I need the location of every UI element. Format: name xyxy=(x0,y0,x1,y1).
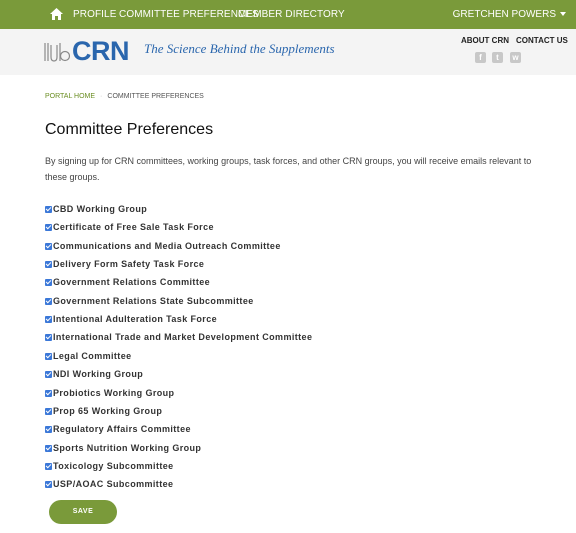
home-icon[interactable] xyxy=(50,8,63,20)
crn-logo[interactable] xyxy=(44,35,138,65)
committee-label: International Trade and Market Development Committee xyxy=(53,332,313,343)
about-crn-link[interactable]: ABOUT CRN xyxy=(461,36,509,45)
contact-us-link[interactable]: CONTACT US xyxy=(516,36,568,45)
user-menu[interactable] xyxy=(453,9,566,20)
committee-label: Delivery Form Safety Task Force xyxy=(53,259,205,270)
committee-checkbox[interactable] xyxy=(45,353,52,360)
committee-checkbox[interactable] xyxy=(45,206,52,213)
breadcrumb-portal-home[interactable]: PORTAL HOME xyxy=(45,93,96,100)
save-button[interactable]: SAVE xyxy=(49,500,117,524)
committee-checkbox[interactable] xyxy=(45,426,52,433)
whatsapp-icon[interactable]: w xyxy=(510,52,521,63)
committee-checkbox[interactable] xyxy=(45,390,52,397)
logo-text: CRN xyxy=(72,36,129,66)
committee-checkbox[interactable] xyxy=(45,224,52,231)
chevron-down-icon xyxy=(560,12,566,16)
main-content xyxy=(0,75,576,533)
committee-checkbox[interactable] xyxy=(45,261,52,268)
top-nav-bar xyxy=(0,0,576,29)
breadcrumb-separator: · xyxy=(100,93,103,100)
committee-label: Government Relations Committee xyxy=(53,277,211,288)
breadcrumb xyxy=(45,93,204,100)
committee-label: CBD Working Group xyxy=(53,204,148,214)
committee-checkbox[interactable] xyxy=(45,445,52,452)
committee-label: Intentional Adulteration Task Force xyxy=(53,314,218,325)
committee-label: Toxicology Subcommittee xyxy=(53,460,174,471)
site-header xyxy=(0,29,576,75)
committee-label: Legal Committee xyxy=(53,350,132,361)
intro-text: By signing up for CRN committees, working groups, task forces, and other CRN groups, you will receive emails relevant to these groups. xyxy=(45,156,532,182)
page-title: Committee Preferences xyxy=(45,121,214,138)
committee-label: Regulatory Affairs Committee xyxy=(53,424,191,435)
committee-checkbox[interactable] xyxy=(45,371,52,378)
committee-checkbox[interactable] xyxy=(45,279,52,286)
facebook-icon[interactable]: f xyxy=(475,52,486,63)
committee-label: USP/AOAC Subcommittee xyxy=(53,479,174,490)
committee-checkbox[interactable] xyxy=(45,316,52,323)
user-name: GRETCHEN POWERS xyxy=(452,9,556,20)
twitter-icon[interactable]: t xyxy=(492,52,503,63)
committee-checkbox[interactable] xyxy=(45,408,52,415)
committee-label: Communications and Media Outreach Committee xyxy=(53,240,281,251)
nav-member-directory[interactable]: MEMBER DIRECTORY xyxy=(238,9,345,20)
committee-label: Prop 65 Working Group xyxy=(53,405,163,416)
committee-checkbox[interactable] xyxy=(45,334,52,341)
committee-checkbox[interactable] xyxy=(45,298,52,305)
committee-label: Government Relations State Subcommittee xyxy=(53,295,254,306)
committee-checkbox[interactable] xyxy=(45,463,52,470)
committee-label: NDI Working Group xyxy=(53,369,144,380)
tagline: The Science Behind the Supplements xyxy=(144,41,335,56)
committee-label: Sports Nutrition Working Group xyxy=(53,442,202,453)
nav-profile[interactable]: PROFILE xyxy=(73,9,117,20)
committee-checkbox[interactable] xyxy=(45,243,52,250)
committee-checkbox[interactable] xyxy=(45,481,52,488)
logo-mark-icon xyxy=(44,42,70,62)
breadcrumb-current: COMMITTEE PREFERENCES xyxy=(107,93,204,100)
committee-label: Probiotics Working Group xyxy=(53,387,175,398)
committee-label: Certificate of Free Sale Task Force xyxy=(53,222,214,233)
nav-committee-preferences[interactable]: COMMITTEE PREFERENCES xyxy=(119,9,259,20)
